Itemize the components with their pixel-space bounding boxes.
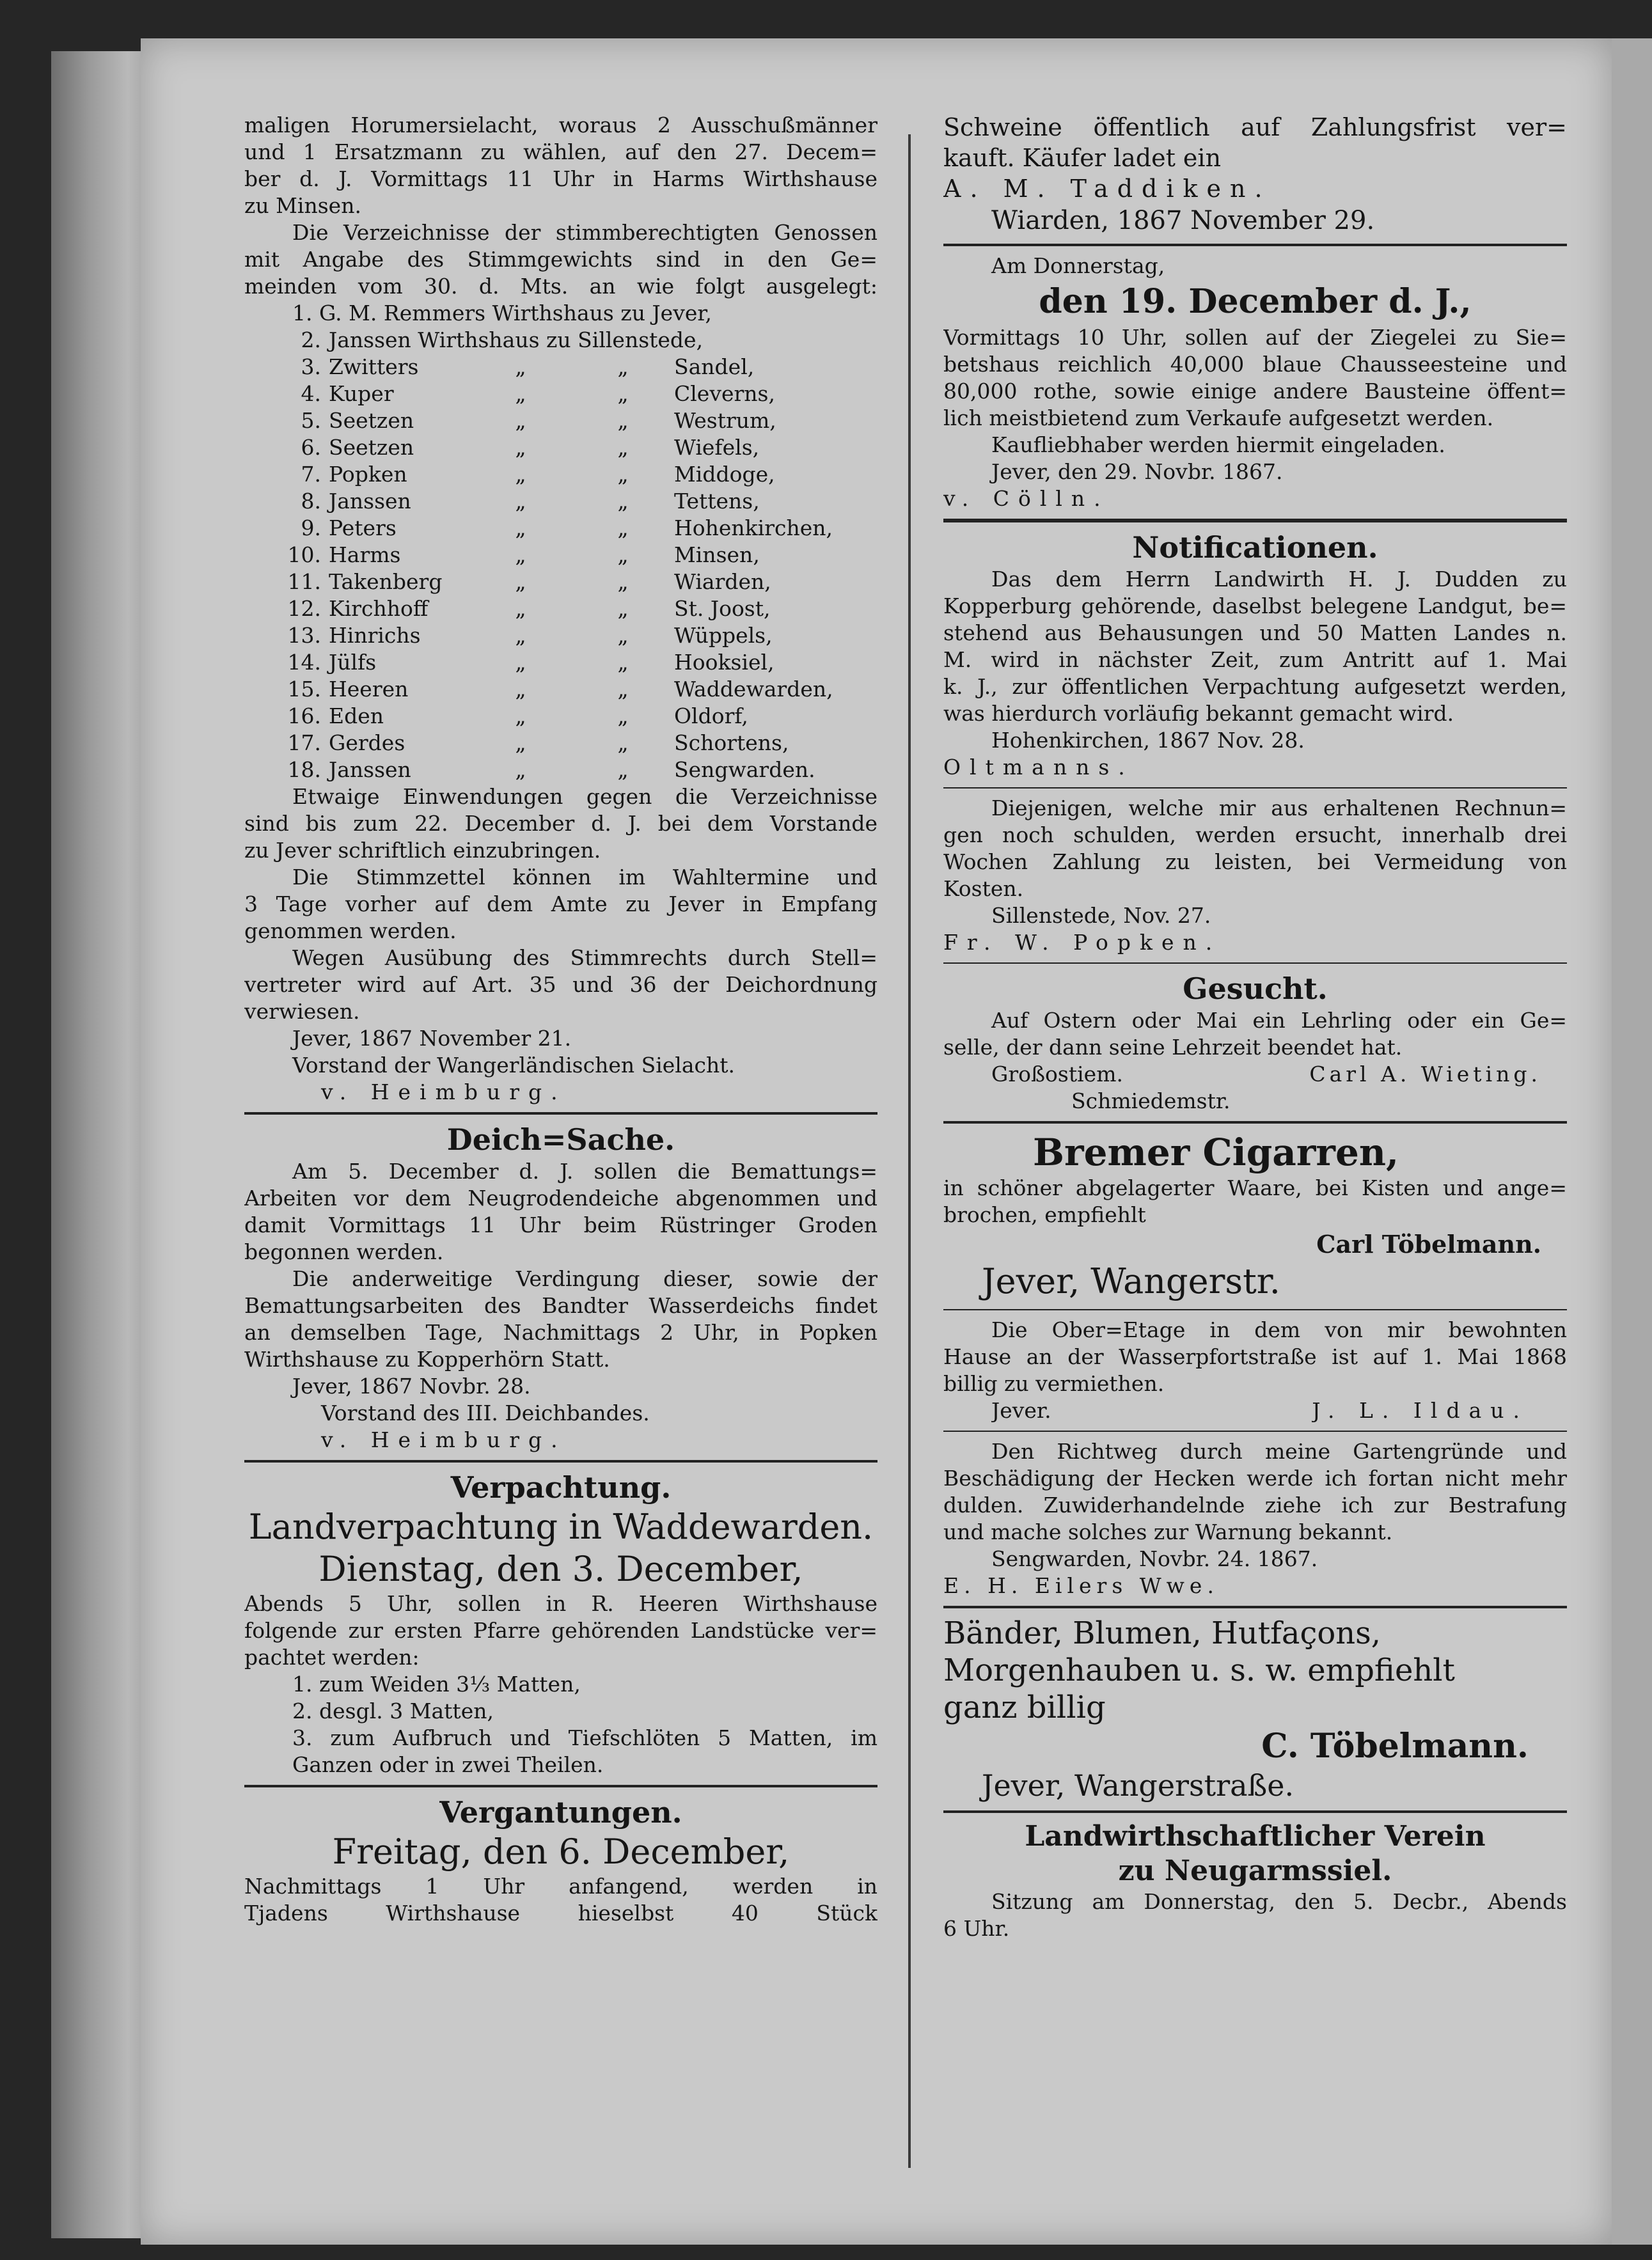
text-line: Am 5. December d. J. sollen die Bemattungs= <box>292 1159 877 1184</box>
entry-place: Sandel, <box>674 354 755 379</box>
entry-place: Schortens, <box>674 730 789 755</box>
signature: v. Heimburg. <box>321 1427 567 1452</box>
text-line: zu Jever schriftlich einzubringen. <box>244 838 601 863</box>
text-line: was hierdurch vorläufig bekannt gemacht wird. <box>943 701 1454 726</box>
entry-num: 7. <box>301 462 321 487</box>
lists-intro <box>244 219 877 300</box>
text-line: vertreter wird auf Art. 35 und 36 der Deichordnung <box>244 972 877 997</box>
list-entry <box>244 461 877 488</box>
vergantung-paragraph <box>244 1873 877 1927</box>
section-rule <box>943 519 1567 522</box>
list-entry <box>244 488 877 515</box>
ad-headline-line: Bänder, Blumen, Hutfaçons, <box>943 1615 1381 1651</box>
text-line: Wirthshause zu Kopperhörn Statt. <box>244 1347 610 1372</box>
entry-num: 3. <box>301 354 321 379</box>
entry-q1: „ <box>515 462 526 487</box>
text-line: betshaus reichlich 40,000 blaue Chausseesteine und <box>943 352 1567 377</box>
section-title-verpachtung: Verpachtung. <box>450 1470 672 1505</box>
entry-q2: „ <box>617 462 629 487</box>
text-line: Die anderweitige Verdingung dieser, sowie der <box>292 1266 877 1291</box>
entry-q2: „ <box>617 489 629 514</box>
section-title-gesucht: Gesucht. <box>1183 971 1328 1006</box>
entry-place: Waddewarden, <box>674 677 833 702</box>
entry-q2: „ <box>617 650 629 675</box>
text-line: brochen, empfiehlt <box>943 1202 1146 1227</box>
list-entry <box>244 757 877 783</box>
ziegelei-paragraph <box>943 324 1567 459</box>
notification-paragraph-1 <box>943 566 1567 727</box>
text-line: Wochen Zahlung zu leisten, bei Vermeidung von <box>943 849 1567 874</box>
entry-q1: „ <box>515 435 526 460</box>
objections-paragraph <box>244 783 877 864</box>
date-line: Sengwarden, Novbr. 24. 1867. <box>991 1546 1318 1571</box>
list-entry <box>244 730 877 757</box>
entry-q2: „ <box>617 408 629 433</box>
text-line: in schöner abgelagerter Waare, bei Kisten und ange= <box>943 1175 1567 1200</box>
list-entry <box>244 542 877 569</box>
gesucht-signature-row <box>943 1061 1567 1088</box>
signature: Oltmanns. <box>943 755 1134 780</box>
entry-q1: „ <box>515 569 526 594</box>
ad-preamble: Am Donnerstag, <box>991 253 1165 278</box>
section-rule <box>943 1121 1567 1124</box>
text-line: Kopperburg gehörende, daselbst belegene Landgut, be= <box>943 593 1567 618</box>
entry-place: Wiefels, <box>674 435 760 460</box>
entry-q1: „ <box>515 542 526 567</box>
list-item: Ganzen oder in zwei Theilen. <box>292 1752 604 1777</box>
entry-place: Middoge, <box>674 462 775 487</box>
ad-headline-line: Morgenhauben u. s. w. empfiehlt <box>943 1652 1455 1688</box>
left-column <box>244 112 877 1927</box>
signature: Fr. W. Popken. <box>943 930 1222 955</box>
text-line: Tjadens Wirthshause hieselbst 40 Stück <box>244 1901 877 1926</box>
entry-q2: „ <box>617 381 629 406</box>
date-line: Jever, 1867 Novbr. 28. <box>292 1374 531 1399</box>
text-line: zu Minsen. <box>244 193 361 218</box>
text-line: Sitzung am Donnerstag, den 5. Decbr., Abends <box>991 1889 1567 1914</box>
occupation: Schmiedemstr. <box>1071 1088 1231 1113</box>
entry-name: Heeren <box>329 677 409 702</box>
section-title-deich: Deich=Sache. <box>446 1122 675 1157</box>
text-line: Bemattungsarbeiten des Bandter Wasserdeichs findet <box>244 1293 877 1318</box>
headline-landverpachtung: Landverpachtung in Waddewarden. <box>248 1507 874 1547</box>
entry-name: Hinrichs <box>329 623 421 648</box>
entry-num: 2. <box>301 327 321 352</box>
entry-q2: „ <box>617 623 629 648</box>
board-line: Vorstand der Wangerländischen Sielacht. <box>292 1053 736 1078</box>
text-line: an demselben Tage, Nachmittags 2 Uhr, in Popken <box>244 1320 877 1345</box>
list-entry <box>244 703 877 730</box>
section-rule <box>244 1460 877 1463</box>
section-rule <box>244 1112 877 1115</box>
entry-q2: „ <box>617 757 629 782</box>
advertiser-address: Jever, Wangerstraße. <box>982 1768 1294 1803</box>
entry-q1: „ <box>515 515 526 540</box>
list-entry <box>244 407 877 434</box>
date-line: Hohenkirchen, 1867 Nov. 28. <box>991 728 1305 753</box>
baender-advertisement <box>943 1615 1567 1726</box>
text-line: k. J., zur öffentlichen Verpachtung aufgesetzt werden, <box>943 674 1567 699</box>
list-item: 3. zum Aufbruch und Tiefschlöten 5 Matten, im <box>292 1725 877 1750</box>
place-name: Jever. <box>991 1398 1051 1423</box>
voting-lists <box>244 327 877 783</box>
entry-name: Peters <box>329 515 397 540</box>
text-line: stehend aus Behausungen und 50 Matten Landes n. <box>943 620 1567 645</box>
entry-name: Janssen <box>329 757 411 782</box>
entry-num: 11. <box>287 569 321 594</box>
text-line: gen noch schulden, werden ersucht, innerhalb drei <box>943 822 1567 847</box>
entry-name: Seetzen <box>329 435 414 460</box>
text-line: 3 Tage vorher auf dem Amte zu Jever in Empfang <box>244 891 877 916</box>
entry-name: Seetzen <box>329 408 414 433</box>
entry-num: 6. <box>301 435 321 460</box>
entry-name: Eden <box>329 703 384 728</box>
text-line: pachtet werden: <box>244 1645 420 1670</box>
list-first-entry: 1. G. M. Remmers Wirthshaus zu Jever, <box>292 301 712 326</box>
right-column <box>943 112 1567 1942</box>
section-rule <box>943 1810 1567 1813</box>
text-line: Schweine öffentlich auf Zahlungsfrist ver= <box>943 113 1567 141</box>
entry-place: Westrum, <box>674 408 776 433</box>
ad-headline-line: ganz billig <box>943 1690 1106 1725</box>
entry-q1: „ <box>515 489 526 514</box>
text-line: und mache solches zur Warnung bekannt. <box>943 1519 1393 1544</box>
text-line: damit Vormittags 11 Uhr beim Rüstringer Groden <box>244 1212 877 1237</box>
text-line: mit Angabe des Stimmgewichts sind in den Ge= <box>244 247 877 272</box>
cigarren-paragraph <box>943 1175 1567 1228</box>
entry-q2: „ <box>617 354 629 379</box>
section-rule <box>943 962 1567 964</box>
text-line: Beschädigung der Hecken werde ich fortan nicht mehr <box>943 1466 1567 1491</box>
entry-q2: „ <box>617 596 629 621</box>
entry-name: Janssen <box>329 489 411 514</box>
date-line: Sillenstede, Nov. 27. <box>991 903 1211 928</box>
advertiser-name: C. Töbelmann. <box>1261 1727 1529 1766</box>
list-entry <box>244 327 877 354</box>
entry-name: Kirchhoff <box>329 596 429 621</box>
entry-place: Sengwarden. <box>674 757 815 782</box>
date-line: Jever, den 29. Novbr. 1867. <box>991 459 1283 484</box>
entry-num: 5. <box>301 408 321 433</box>
list-entry <box>244 595 877 622</box>
text-line: genommen werden. <box>244 918 457 943</box>
entry-q1: „ <box>515 677 526 702</box>
list-entry <box>244 622 877 649</box>
entry-q1: „ <box>515 623 526 648</box>
entry-q1: „ <box>515 354 526 379</box>
signature: J. L. Ildau. <box>1312 1398 1529 1423</box>
gesucht-paragraph <box>943 1007 1567 1061</box>
ildau-signature-row <box>943 1397 1567 1424</box>
entry-place: Tettens, <box>674 489 760 514</box>
text-line: Hause an der Wasserpfortstraße ist auf 1. Mai 1868 <box>943 1344 1567 1369</box>
section-rule <box>943 1431 1567 1432</box>
ballots-paragraph <box>244 864 877 945</box>
column-divider <box>908 134 911 2168</box>
notification-paragraph-2 <box>943 795 1567 902</box>
text-line: kauft. Käufer ladet ein <box>943 144 1222 172</box>
text-line: und 1 Ersatzmann zu wählen, auf den 27. Decem= <box>244 139 877 164</box>
list-item: 1. zum Weiden 3⅓ Matten, <box>292 1672 581 1697</box>
text-line: meinden vom 30. d. Mts. an wie folgt ausgelegt: <box>244 274 877 299</box>
section-rule <box>943 1606 1567 1608</box>
text-line: 6 Uhr. <box>943 1916 1010 1941</box>
list-entry <box>244 515 877 542</box>
deich-paragraph-1 <box>244 1158 877 1266</box>
entry-q1: „ <box>515 730 526 755</box>
proxy-paragraph <box>244 945 877 1025</box>
text-line: Nachmittags 1 Uhr anfangend, werden in <box>244 1874 877 1899</box>
entry-place: Wiarden, <box>674 569 771 594</box>
text-line: Die Verzeichnisse der stimmberechtigten Genossen <box>292 220 877 245</box>
entry-place: Cleverns, <box>674 381 775 406</box>
entry-num: 17. <box>287 730 321 755</box>
entry-place: Oldorf, <box>674 703 748 728</box>
obere-etage-paragraph <box>943 1317 1567 1397</box>
entry-num: 8. <box>301 489 321 514</box>
section-title-notificationen: Notificationen. <box>1132 530 1378 565</box>
headline-19-december: den 19. December d. J., <box>1039 282 1472 321</box>
entry-num: 4. <box>301 381 321 406</box>
sielacht-intro <box>244 112 877 219</box>
entry-q1: „ <box>515 703 526 728</box>
headline-dienstag: Dienstag, den 3. December, <box>319 1549 803 1589</box>
text-line: Etwaige Einwendungen gegen die Verzeichnisse <box>292 784 877 809</box>
date-line: Wiarden, 1867 November 29. <box>991 206 1375 235</box>
entry-q2: „ <box>617 703 629 728</box>
entry-q2: „ <box>617 435 629 460</box>
place-name: Großostiem. <box>991 1062 1123 1087</box>
verpachtung-items <box>244 1671 877 1778</box>
entry-q2: „ <box>617 730 629 755</box>
entry-q1: „ <box>515 757 526 782</box>
list-entry <box>244 649 877 676</box>
signature: Carl A. Wieting. <box>1309 1062 1541 1087</box>
advertiser-address: Jever, Wangerstr. <box>982 1261 1280 1301</box>
entry-num: 10. <box>287 542 321 567</box>
entry-q1: „ <box>515 650 526 675</box>
text-line: sind bis zum 22. December d. J. bei dem Vorstande <box>244 811 877 836</box>
text-line: ber d. J. Vormittags 11 Uhr in Harms Wirthshause <box>244 166 877 191</box>
list-entry <box>244 381 877 407</box>
date-line: Jever, 1867 November 21. <box>292 1026 572 1051</box>
entry-name: Janssen Wirthshaus zu Sillenstede, <box>329 327 704 352</box>
text-line: maligen Horumersielacht, woraus 2 Ausschußmänner <box>244 113 877 137</box>
text-line: begonnen werden. <box>244 1239 444 1264</box>
entry-num: 18. <box>287 757 321 782</box>
schweine-continuation <box>943 112 1567 173</box>
entry-q1: „ <box>515 381 526 406</box>
text-line: M. wird in nächster Zeit, zum Antritt auf 1. Mai <box>943 647 1567 672</box>
entry-q1: „ <box>515 596 526 621</box>
text-line: verwiesen. <box>244 999 360 1024</box>
book-page-edges <box>51 51 147 2238</box>
richtweg-paragraph <box>943 1438 1567 1546</box>
text-line: Die Ober=Etage in dem von mir bewohnten <box>991 1317 1567 1342</box>
verein-subtitle: zu Neugarmssiel. <box>1118 1855 1392 1887</box>
text-line: Auf Ostern oder Mai ein Lehrling oder ein Ge= <box>991 1008 1567 1033</box>
entry-name: Popken <box>329 462 407 487</box>
signature: v. Cölln. <box>943 486 1110 511</box>
text-line: selle, der dann seine Lehrzeit beendet hat. <box>943 1035 1403 1060</box>
text-line: lich meistbietend zum Verkaufe aufgesetzt werden. <box>943 405 1494 430</box>
entry-name: Kuper <box>329 381 394 406</box>
entry-place: Hooksiel, <box>674 650 775 675</box>
list-entry <box>244 676 877 703</box>
entry-num: 12. <box>287 596 321 621</box>
entry-name: Jülfs <box>329 650 377 675</box>
entry-num: 15. <box>287 677 321 702</box>
entry-q2: „ <box>617 515 629 540</box>
entry-name: Gerdes <box>329 730 405 755</box>
entry-name: Takenberg <box>329 569 443 594</box>
entry-name: Harms <box>329 542 401 567</box>
entry-q2: „ <box>617 542 629 567</box>
section-rule <box>943 787 1567 789</box>
entry-num: 16. <box>287 703 321 728</box>
entry-num: 14. <box>287 650 321 675</box>
entry-place: St. Joost, <box>674 596 771 621</box>
section-rule <box>244 1785 877 1787</box>
text-line: Den Richtweg durch meine Gartengründe und <box>991 1439 1567 1464</box>
headline-bremer-cigarren: Bremer Cigarren, <box>1033 1131 1399 1174</box>
text-line: dulden. Zuwiderhandelnde ziehe ich zur Bestrafung <box>943 1493 1567 1518</box>
verpachtung-paragraph <box>244 1590 877 1671</box>
signature: A. M. Taddiken. <box>943 175 1271 203</box>
text-line: 80,000 rothe, sowie einige andere Bausteine öffent= <box>943 379 1567 404</box>
text-line: Die Stimmzettel können im Wahltermine und <box>292 865 877 890</box>
text-line: Kosten. <box>943 876 1024 901</box>
entry-name: Zwitters <box>329 354 419 379</box>
verein-title: Landwirthschaftlicher Verein <box>1025 1820 1486 1853</box>
entry-q1: „ <box>515 408 526 433</box>
deich-paragraph-2 <box>244 1266 877 1373</box>
section-title-vergantungen: Vergantungen. <box>439 1795 682 1830</box>
text-line: Vormittags 10 Uhr, sollen auf der Ziegelei zu Sie= <box>943 325 1567 350</box>
board-line: Vorstand des III. Deichbandes. <box>321 1401 650 1425</box>
entry-q2: „ <box>617 569 629 594</box>
list-entry <box>244 354 877 381</box>
section-rule <box>943 244 1567 246</box>
signature: v. Heimburg. <box>321 1079 567 1104</box>
text-line: billig zu vermiethen. <box>943 1371 1165 1396</box>
entry-q2: „ <box>617 677 629 702</box>
text-line: Diejenigen, welche mir aus erhaltenen Rechnun= <box>991 796 1567 820</box>
list-entry <box>244 434 877 461</box>
list-entry <box>244 569 877 595</box>
entry-place: Minsen, <box>674 542 760 567</box>
text-line: Das dem Herrn Landwirth H. J. Dudden zu <box>991 567 1567 592</box>
entry-place: Hohenkirchen, <box>674 515 833 540</box>
text-line: Arbeiten vor dem Neugrodendeiche abgenommen und <box>244 1186 877 1211</box>
advertiser-name: Carl Töbelmann. <box>1316 1230 1541 1259</box>
signature: E. H. Eilers Wwe. <box>943 1573 1219 1598</box>
headline-freitag: Freitag, den 6. December, <box>332 1832 790 1872</box>
text-line: folgende zur ersten Pfarre gehörenden Landstücke ver= <box>244 1618 877 1643</box>
text-line: Wegen Ausübung des Stimmrechts durch Stell= <box>292 945 877 970</box>
text-line: Kaufliebhaber werden hiermit eingeladen. <box>991 432 1445 457</box>
entry-num: 9. <box>301 515 321 540</box>
entry-num: 13. <box>287 623 321 648</box>
verein-paragraph <box>943 1888 1567 1942</box>
next-page-strip <box>1612 38 1652 2245</box>
section-rule <box>943 1309 1567 1310</box>
entry-place: Wüppels, <box>674 623 773 648</box>
list-item: 2. desgl. 3 Matten, <box>292 1699 494 1723</box>
text-line: Abends 5 Uhr, sollen in R. Heeren Wirthshause <box>244 1591 877 1616</box>
